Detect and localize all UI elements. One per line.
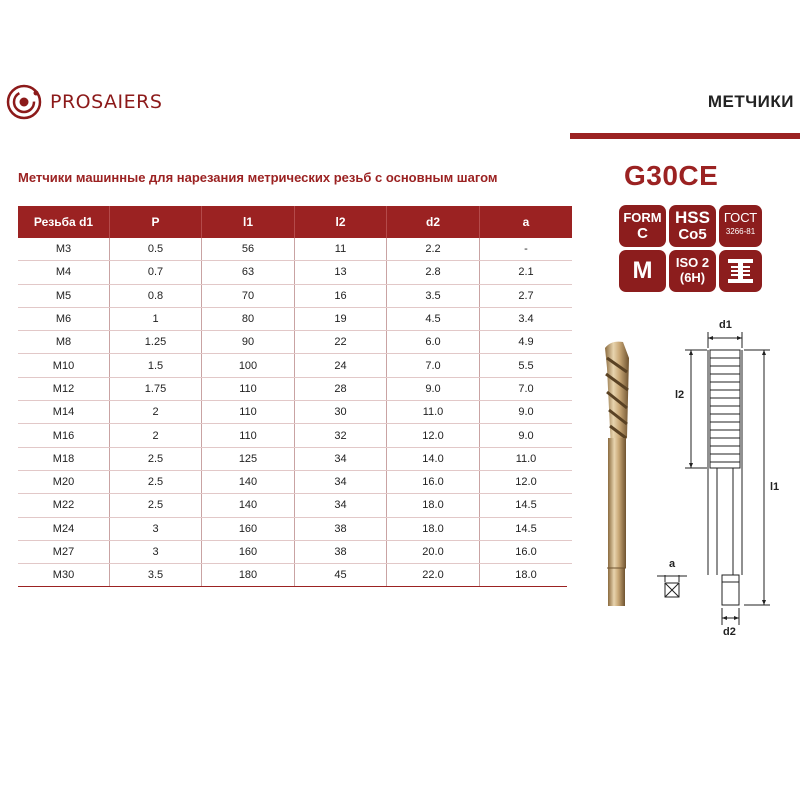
table-cell: 4.5 [387,307,480,330]
table-cell: 18.0 [387,517,480,540]
brand-name: PROSAIERS [50,91,163,113]
table-row [18,331,572,354]
gost-badge-label: ГОСТ [723,210,758,225]
table-cell: 2.7 [480,284,573,307]
table-cell: 2.5 [110,470,202,493]
table-cell: M12 [18,377,110,400]
dim-label-d1: d1 [719,320,732,331]
tap-photo [597,338,637,608]
table-cell: 4.9 [480,331,573,354]
table-cell: 9.0 [480,401,573,424]
table-cell: 24 [295,354,387,377]
table-row [18,564,572,587]
dim-label-d2: d2 [723,626,736,638]
table-cell: 56 [202,238,295,261]
table-cell: 3 [110,540,202,563]
table-cell: 13 [295,261,387,284]
table-cell: 90 [202,331,295,354]
table-cell: 6.0 [387,331,480,354]
specification-table [18,206,572,586]
table-cell: 110 [202,401,295,424]
table-row [18,540,572,563]
table-cell: 1.75 [110,377,202,400]
table-cell: 160 [202,517,295,540]
table-cell: 34 [295,494,387,517]
table-cell: 5.5 [480,354,573,377]
table-cell: 100 [202,354,295,377]
dim-label-l2: l2 [675,389,685,401]
product-model: G30CE [624,160,719,191]
metric-badge-label: M [632,257,653,284]
form-badge [619,205,666,247]
table-cell: 14.0 [387,447,480,470]
table-header-row [18,206,572,238]
table-cell: 2.5 [110,494,202,517]
table-cell: 45 [295,564,387,587]
table-row [18,354,572,377]
table-cell: 2.2 [387,238,480,261]
table-cell: 30 [295,401,387,424]
table-cell: M14 [18,401,110,424]
tolerance-badge-label: ISO 2 [675,255,710,270]
table-cell: 16 [295,284,387,307]
table-cell: 3.4 [480,307,573,330]
table-row [18,424,572,447]
table-cell: M4 [18,261,110,284]
table-cell: 14.5 [480,517,573,540]
gost-badge-value: 3266-81 [725,227,756,236]
table-row [18,401,572,424]
table-row [18,517,572,540]
table-cell: 28 [295,377,387,400]
logo-icon [6,84,42,120]
section-title: МЕТЧИКИ [707,92,794,111]
table-cell: 11.0 [387,401,480,424]
brand-logo [6,84,196,120]
table-cell: M24 [18,517,110,540]
table-cell: 3 [110,517,202,540]
table-cell: 7.0 [480,377,573,400]
table-cell: M18 [18,447,110,470]
table-cell: 2.1 [480,261,573,284]
table-cell: 34 [295,447,387,470]
table-cell: 110 [202,424,295,447]
table-cell: 0.7 [110,261,202,284]
table-cell: 2.5 [110,447,202,470]
table-cell: 18.0 [515,569,537,582]
table-cell: 11 [295,238,387,261]
table-cell: 180 [202,564,295,587]
table-cell: 38 [295,540,387,563]
table-cell: 22.0 [387,564,480,587]
table-cell: 160 [202,540,295,563]
table-bottom-rule [18,586,567,587]
table-cell: M16 [18,424,110,447]
table-cell: 1.25 [110,331,202,354]
table-cell: 3.5 [387,284,480,307]
table-cell: 110 [202,377,295,400]
tap-technical-drawing [645,320,785,640]
table-cell: 9.0 [480,424,573,447]
table-cell: 0.8 [110,284,202,307]
column-header: l1 [202,206,295,238]
table-cell: 18.0 [387,494,480,517]
column-header: d2 [387,206,480,238]
column-header: P [110,206,202,238]
form-badge-label: FORM [623,210,662,225]
table-cell: 12.0 [480,470,573,493]
tolerance-badge-value: (6H) [679,270,706,285]
table-cell: 16.0 [387,470,480,493]
table-row [18,470,572,493]
table-cell: 19 [295,307,387,330]
table-row [18,261,572,284]
table-cell: 2 [110,424,202,447]
table-cell: 11.0 [480,447,573,470]
metric-badge [619,250,666,292]
gost-badge [719,205,762,247]
table-row [18,284,572,307]
table-row [18,307,572,330]
material-badge [669,205,716,247]
tolerance-badge [669,250,716,292]
table-cell: M10 [18,354,110,377]
table-cell: 2.8 [387,261,480,284]
table-cell: 32 [295,424,387,447]
table-cell: 125 [202,447,295,470]
table-cell: M8 [18,331,110,354]
table-cell: 7.0 [387,354,480,377]
material-badge-label: HSS [675,208,710,227]
table-cell: M27 [18,540,110,563]
table-cell: 9.0 [387,377,480,400]
table-cell: - [480,238,573,261]
column-header: a [480,206,573,238]
table-cell: M20 [18,470,110,493]
table-cell: 3.5 [110,564,202,587]
table-cell: 0.5 [110,238,202,261]
table-cell: 140 [202,470,295,493]
column-header: l2 [295,206,387,238]
product-subtitle: Метчики машинные для нарезания метрических резьб с основным шагом [18,170,498,185]
table-cell: 2 [110,401,202,424]
table-cell: 22 [295,331,387,354]
table-cell: 140 [202,494,295,517]
table-cell: 12.0 [387,424,480,447]
table-cell: M5 [18,284,110,307]
table-cell: 1 [110,307,202,330]
thread-type-badge [719,250,762,292]
thread-through-hole-icon [719,250,762,292]
table-cell: 70 [202,284,295,307]
table-cell: 63 [202,261,295,284]
table-cell: 16.0 [480,540,573,563]
table-cell: 80 [202,307,295,330]
table-cell: 20.0 [387,540,480,563]
table-cell: M6 [18,307,110,330]
form-badge-value: C [637,225,648,242]
dim-label-l1: l1 [770,481,780,493]
table-row [18,494,572,517]
table-cell: M30 [18,564,110,587]
table-cell: 38 [295,517,387,540]
table-cell: 34 [295,470,387,493]
table-cell: 1.5 [110,354,202,377]
table-cell: M22 [18,494,110,517]
table-cell: M3 [18,238,110,261]
column-header: Резьба d1 [18,206,110,238]
material-badge-value: Co5 [678,226,707,243]
table-row [18,238,572,261]
dim-label-a: a [669,558,676,570]
table-row [18,447,572,470]
header-accent-bar [570,133,800,139]
table-cell: 14.5 [480,494,573,517]
table-row [18,377,572,400]
